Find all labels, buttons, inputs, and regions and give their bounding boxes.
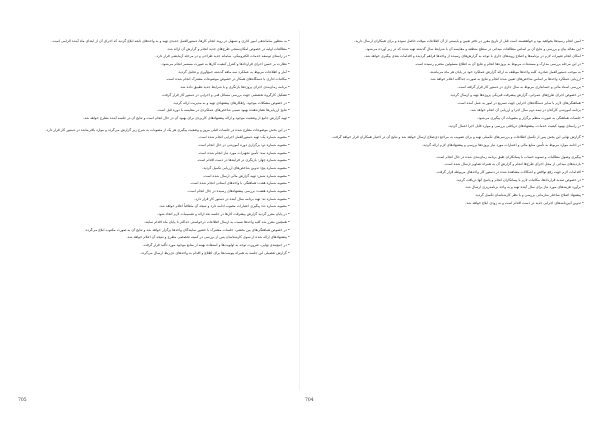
text-line: • نظارت بر حسن اجرای قراردادها و کنترل کیفیت کارها به صورت مستمر انجام می‌شود. [161,62,290,67]
text-line: • در ادامه موارد مربوط به تأمین منابع مالی و اعتبارات مورد نیاز پروژه‌ها بررسی و پیشنهادهای لازم ارائه گردید. [422,142,584,147]
text-line: • در خصوص اجرای طرح‌های عمرانی، گزارش پیشرفت فیزیکی پروژه‌ها تهیه و ارسال گردید. [449,92,584,97]
text-line: • مصوبه شماره سه: تأمین تجهیزات مورد نیاز انجام شده است. [197,150,290,155]
page-number-left: 705 [18,398,27,403]
text-line: • پیشنهادهای ارائه شده از سوی کارشناسان پس از بررسی در کمیته تخصصی مطرح و نتیجه آن اعلام خواهد شد. [126,235,290,240]
text-line: • مصوبه شماره نه: تهیه برنامه سال آینده در دستور کار قرار دارد. [194,196,290,201]
text-line: • در راستای بهبود کیفیت خدمات، پیشنهادهای دریافتی بررسی و موارد قابل اجرا اعمال گردید. [448,123,584,128]
text-line: • در جمع‌بندی نهایی، ضرورت توجه به اولویت‌ها و استفاده بهینه از منابع موجود مورد تأکید قرار گرفت. [142,242,290,247]
text-line: • هماهنگی‌های لازم با سایر دستگاه‌های اجرایی جهت تسریع در امور به عمل آمده است. [457,100,584,105]
text-line: • برنامه آموزشی کارکنان در نیمه دوم سال اجرا و ارزیابی آن انجام خواهد شد. [470,108,584,113]
text-line: • نتایج ارزیابی‌ها نشان‌دهنده بهبود نسبی شاخص‌های عملکردی در مقایسه با دوره قبل است. [156,108,290,113]
text-line: • پیشنهاد اصلاح ساختار سازمانی بررسی و با نظر کارشناسان تکمیل گردید. [474,193,584,198]
text-line: • جلسات هماهنگی به صورت منظم برگزار و مصوبات آن پیگیری می‌شود. [477,115,584,120]
text-line: • اقدامات لازم جهت رفع نواقص و اشکالات مشاهده شده در دستور کار واحدهای مربوطه قرار گرفت. [435,170,584,174]
text-line: • مصوبه شماره پنج: تدوین شاخص‌های ارزیابی تکمیل گردید. [202,166,290,170]
right-page [312,38,584,207]
text-line: • بازدیدهای میدانی از محل اجرای طرح‌ها انجام و گزارش آن به همراه تصاویر ارسال شده است. [444,162,584,167]
page-number-right: 704 [305,398,314,403]
text-line: • در این مرحله بررسی مدارک و مستندات مربوط به پروژه‌ها انجام و نتایج آن به اطلاع مسئولین محترم رسیده است. [414,62,584,67]
text-line: • آمار و اطلاعات مربوط به عملکرد سه ماهه گذشته جمع‌آوری و تحلیل گردید. [177,69,290,74]
text-line: • امین انجام رسیدها بخواهید بود و خواهشمند است قبل از تاریخ مقرر در دفتر تعیین و بایستی از آن اطلاعات موقت حاصل نموده و برای همکاران ارسال دارید. [354,39,584,43]
text-line: • مصوبه شماره دو: برگزاری دوره آموزشی در حال انجام است. [197,142,290,147]
left-page [18,38,290,257]
text-line: • مصوبه شماره چهار: بازنگری در فرایندها در دست اقدام است. [196,158,290,163]
text-line: • در خصوص مشکلات موجود، راهکارهای پیشنهادی تهیه و به مدیریت ارائه گردید. [172,100,290,105]
text-line: • برآورد هزینه‌های مورد نیاز برای سال آینده تهیه و به واحد برنامه‌ریزی ارسال شد. [464,185,584,190]
text-line: • برنامه زمان‌بندی اجرای پروژه‌ها بازنگری و با شرایط جدید تطبیق داده شد. [179,85,290,90]
text-line: • در خصوص هماهنگی‌های بین بخشی، جلسات مشترک با حضور نمایندگان واحدها برگزار خواهد شد و نتایج آن به صورت مکتوب ابلاغ می‌گردد. [84,227,290,232]
text-line: • مطالعات اولیه در خصوص امکان‌سنجی طرح‌های جدید انجام و گزارش آن ارائه شد. [166,46,290,51]
text-line: • در پایان مقرر گردید گزارش پیشرفت کارها در جلسه بعد ارائه و تصمیمات لازم اتخاذ شود. [157,212,290,217]
text-line: • این مقاله بیان و بررسی و نتایج آن بر اساس مطالعات میدانی در سطح منطقه و مقایسه آن با شرایط سال گذشته تهیه شده که در زیر آورده می‌شود. [365,46,584,51]
text-line: • مصوبه شماره هشت: بررسی پیشنهادهای رسیده در حال انجام است. [187,189,290,194]
text-line: • در خصوص تمدید قراردادها، مکاتبات لازم با پیمانکاران انجام و پاسخ آنها دریافت گردید. [455,177,584,182]
text-line: • پیگیری وصول مطالبات و تسویه حساب با پیمانکاران طبق برنامه زمان‌بندی شده در حال انجام است. [435,154,584,159]
text-line: • در این بخش موضوعات مطرح شده در جلسات قبلی مرور و وضعیت پیگیری هر یک از مصوبات به شرح زیر گزارش می‌گردد و موارد باقی‌مانده در دستور کار قرار دارد. [45,127,290,132]
text-line: • در راستای توسعه خدمات الکترونیکی، سامانه جدید طراحی و در مرحله آزمایشی قرار دارد. [155,54,290,59]
text-line: • مصوبه شماره ده: پیگیری اعتبارات مصوب ادامه دارد و نتیجه آن متعاقباً اعلام خواهد شد. [158,204,290,209]
text-line: • ارزیابی عملکرد واحدها بر اساس شاخص‌های تعیین شده انجام و نتایج به صورت جداگانه اعلام خواهد شد. [429,77,584,82]
text-line: • تدوین آیین‌نامه‌های اجرایی جدید در دست اقدام است و به زودی ابلاغ خواهد شد. [465,200,584,205]
text-line: • بررسی اسناد مالی و حسابداری مربوط به سال جاری در دستور کار قرار گرفته است. [457,85,584,90]
text-line: • همچنین مقرر شد کلیه واحدها نسبت به ارسال اطلاعات درخواستی حداکثر تا پایان ماه اقدام نمایند. [144,219,290,224]
text-line: • تهیه گزارش جامع از وضعیت موجود و ارائه پیشنهادهای کاربردی برای بهبود آن در حال انجام است و نتایج آن در جلسه آینده مطرح خواهد شد. [83,115,290,120]
text-line: • مصوبه شماره شش: تهیه گزارش مالی ارسال شده است. [202,173,290,178]
text-line: • مصوبه شماره هفت: هماهنگی با واحدهای استانی انجام شده است. [190,181,290,186]
gutter-divider [299,30,300,390]
text-line: • گزارش تفصیلی این جلسه به همراه پیوست‌ها برای اطلاع و اقدام به واحدهای ذی‌ربط ارسال می‌گردد. [140,250,290,255]
text-line: • به موجب دستورالعمل صادره، کلیه واحدها موظف به ارائه گزارش عملکرد خود در پایان هر ماه می‌باشند. [429,69,584,74]
text-line: • مصوبه شماره یک: تهیه دستورالعمل اجرایی انجام شده است. [198,135,290,140]
text-line: • گزارش نهایی این بخش پس از تکمیل اطلاعات و بررسی‌های تکمیلی تهیه و برای تصویب به مراجع ذی‌صلاح ارسال خواهد شد و نتایج آن در اختیار همکاران قرار خواهد گرفت. [331,135,584,140]
text-line: • امکان انجام تغییرات لازم در برنامه‌ها و اصلاح رویه‌های جاری با توجه به گزارش‌های رسیده از واحدها فراهم گردیده و اقدامات بعدی پیگیری خواهد شد. [364,54,584,59]
text-line: • به منظور ساماندهی امور اداری و تسهیل در روند انجام کارها، دستورالعمل جدیدی تهیه و به واحدهای تابعه ابلاغ گردید که اجرای آن از ابتدای ماه آینده الزامی است. [51,39,290,43]
text-line: • تشکیل کارگروه تخصصی جهت بررسی مسائل فنی و اجرایی در دستور کار قرار گرفت. [161,92,290,97]
text-line: • مکاتبات اداری با دستگاه‌های همکار در خصوص موضوعات مشترک انجام شده است. [165,77,290,82]
